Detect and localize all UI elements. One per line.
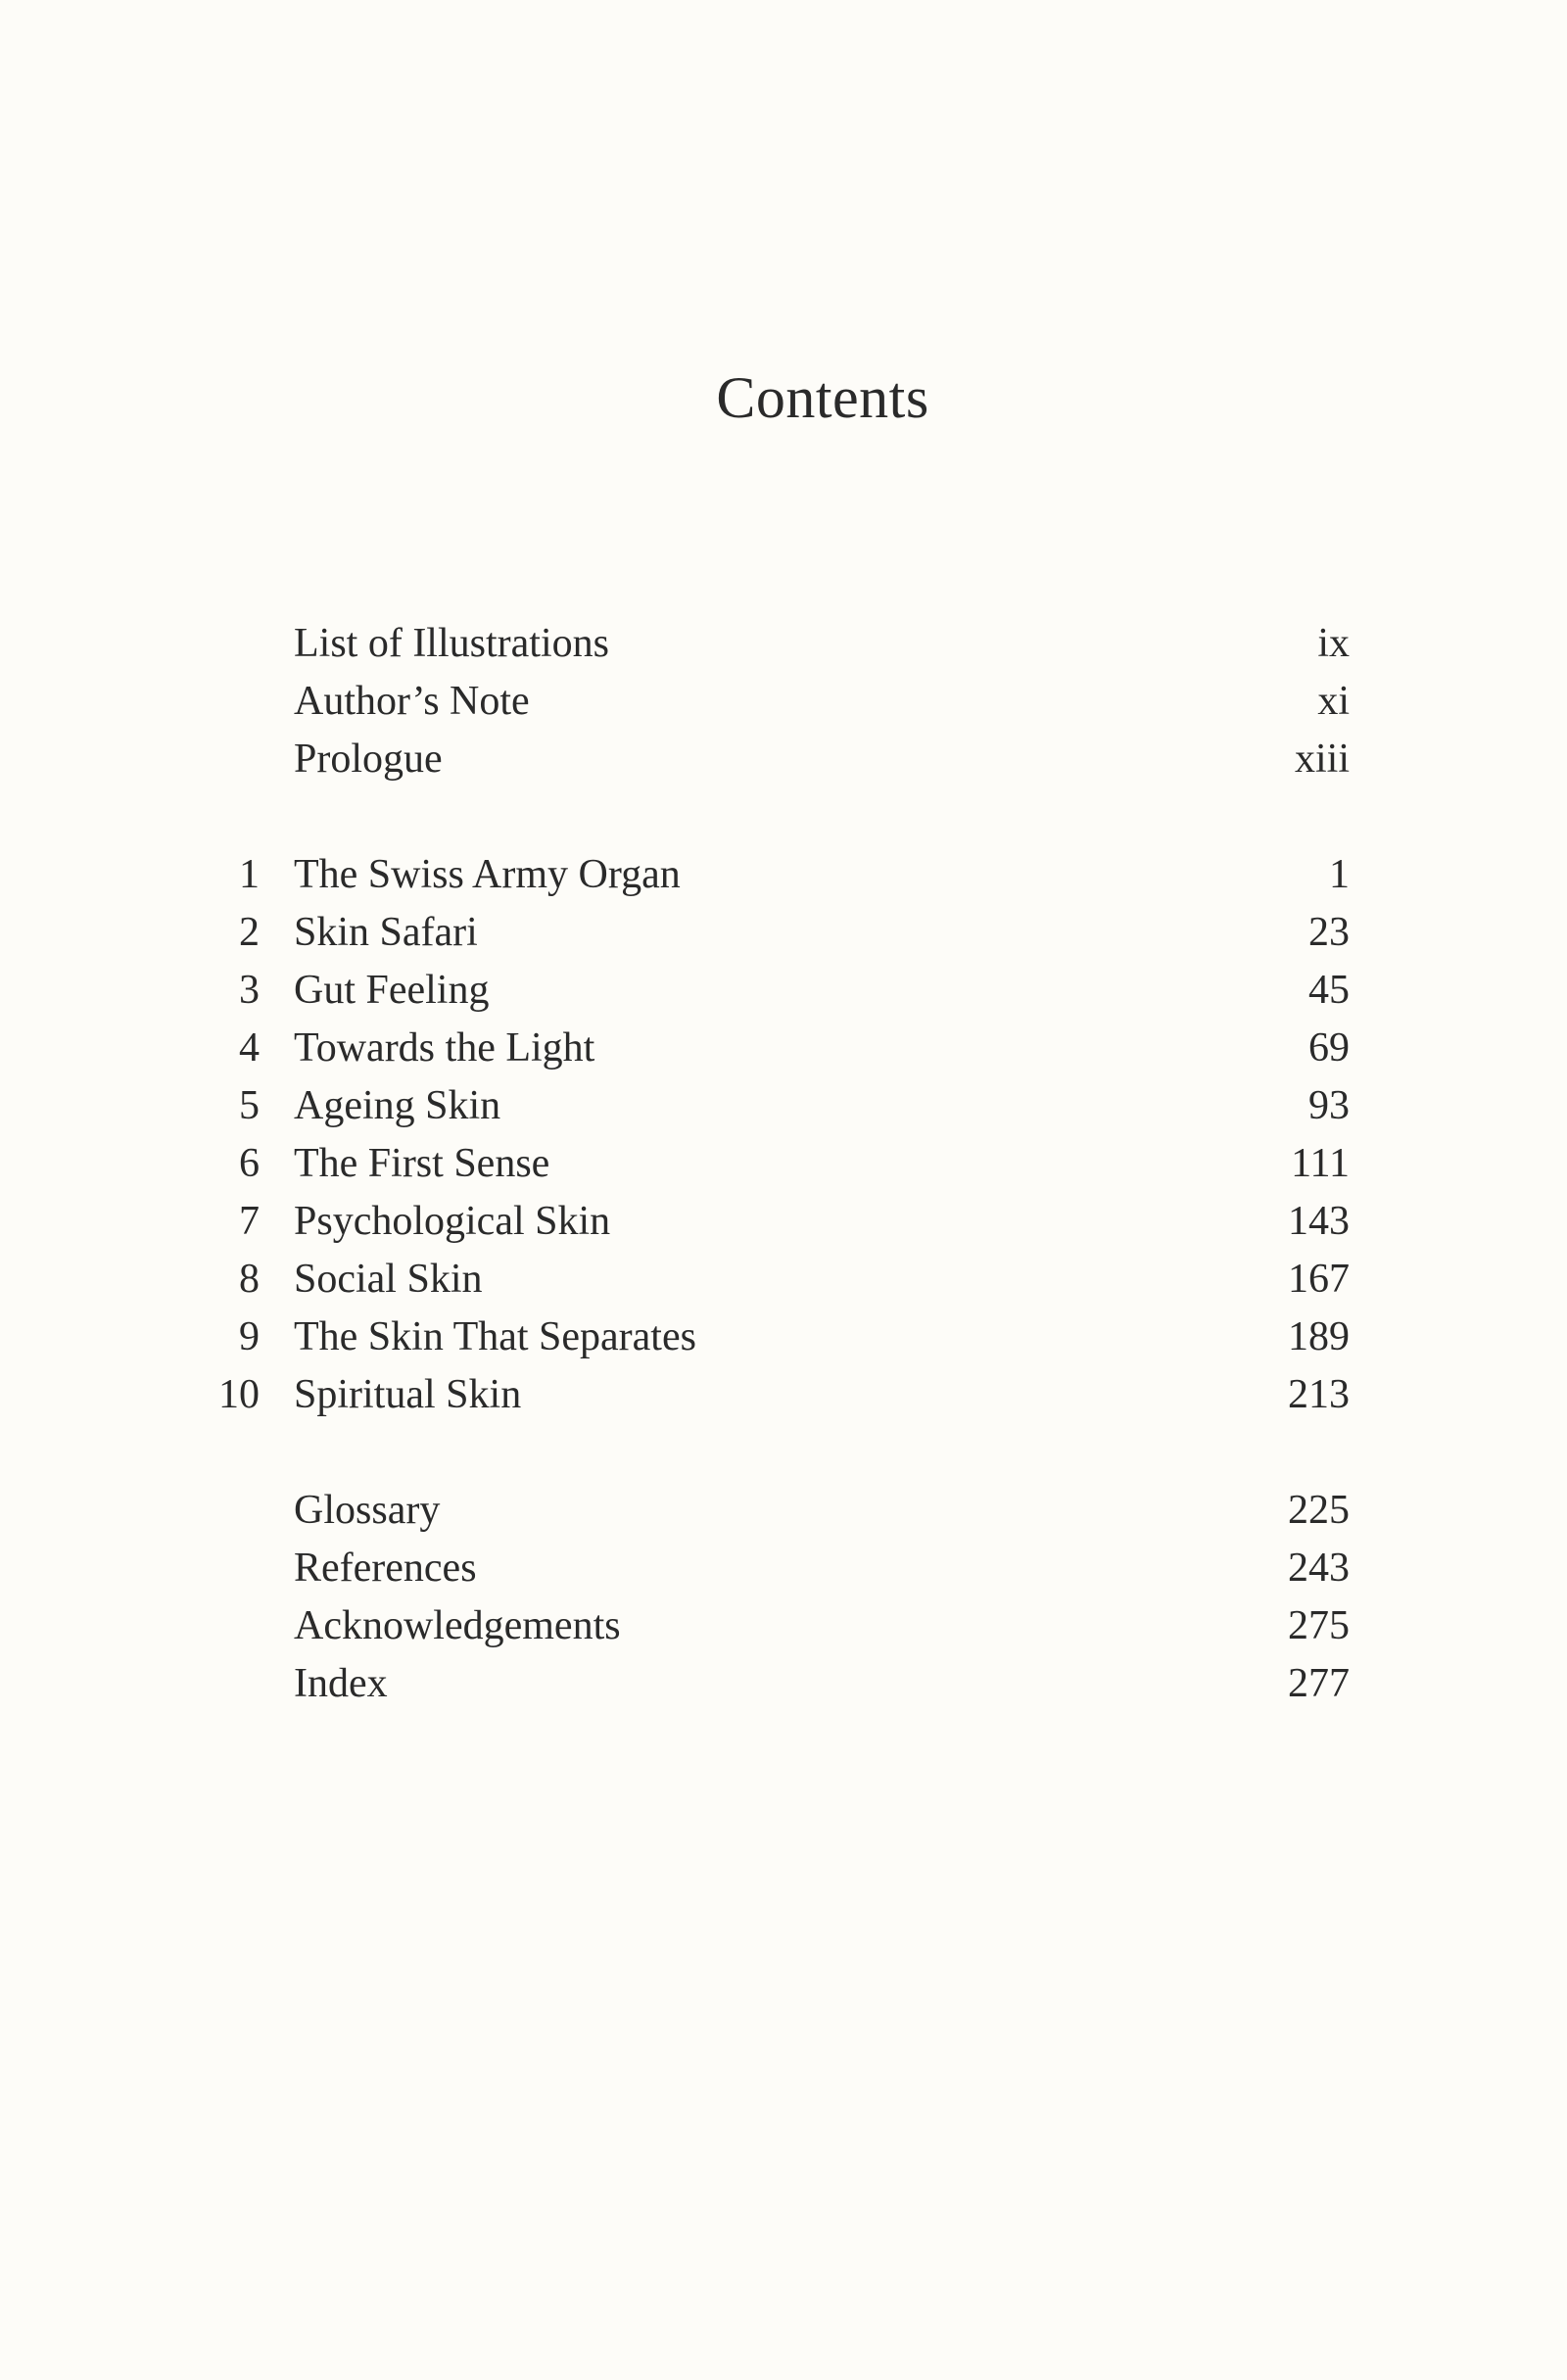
toc-entry-title: Acknowledgements <box>294 1603 621 1648</box>
toc-chapter-entry[interactable] <box>0 1309 1567 1366</box>
toc-entry-page: xiii <box>1294 737 1350 782</box>
toc-chapter-entry[interactable] <box>0 1366 1567 1424</box>
toc-chapter-entry[interactable] <box>0 1251 1567 1309</box>
chapter-number: 1 <box>239 852 260 897</box>
chapter-number: 5 <box>239 1083 260 1128</box>
page-title: Contents <box>716 365 929 430</box>
toc-entry-title: References <box>294 1546 477 1591</box>
chapter-title: Ageing Skin <box>294 1083 501 1128</box>
chapter-page: 93 <box>1308 1083 1350 1128</box>
chapter-title: The Swiss Army Organ <box>294 852 681 897</box>
chapter-page: 1 <box>1329 852 1350 897</box>
chapter-title: Gut Feeling <box>294 968 490 1013</box>
toc-entry[interactable] <box>0 615 1567 673</box>
chapter-page: 45 <box>1308 968 1350 1013</box>
toc-entry[interactable] <box>0 673 1567 731</box>
chapter-page: 23 <box>1308 910 1350 955</box>
toc-entry-title: Author’s Note <box>294 679 530 724</box>
toc-chapter-entry[interactable] <box>0 1193 1567 1251</box>
toc-entry-page: ix <box>1317 621 1350 666</box>
chapter-number: 4 <box>239 1025 260 1071</box>
toc-entry[interactable] <box>0 1655 1567 1713</box>
chapter-page: 213 <box>1288 1372 1350 1417</box>
toc-entry-title: Index <box>294 1661 388 1706</box>
toc-entry-page: 243 <box>1288 1546 1350 1591</box>
chapter-title: The First Sense <box>294 1141 550 1186</box>
toc-entry-page: 277 <box>1288 1661 1350 1706</box>
chapter-number: 9 <box>239 1314 260 1359</box>
chapter-number: 2 <box>239 910 260 955</box>
toc-chapter-entry[interactable] <box>0 904 1567 962</box>
toc-entry-title: List of Illustrations <box>294 621 609 666</box>
chapter-number: 8 <box>239 1257 260 1302</box>
chapter-title: Towards the Light <box>294 1025 595 1071</box>
toc-entry-title: Prologue <box>294 737 443 782</box>
chapter-number: 3 <box>239 968 260 1013</box>
toc-entry[interactable] <box>0 731 1567 788</box>
toc-entry-page: 225 <box>1288 1488 1350 1533</box>
chapter-title: The Skin That Separates <box>294 1314 696 1359</box>
chapter-page: 69 <box>1308 1025 1350 1071</box>
chapter-title: Psychological Skin <box>294 1199 611 1244</box>
chapter-title: Social Skin <box>294 1257 483 1302</box>
toc-chapter-entry[interactable] <box>0 1077 1567 1135</box>
toc-entry-page: xi <box>1317 679 1350 724</box>
chapter-title: Spiritual Skin <box>294 1372 522 1417</box>
toc-chapter-entry[interactable] <box>0 1135 1567 1193</box>
toc-entry-title: Glossary <box>294 1488 441 1533</box>
toc-chapter-entry[interactable] <box>0 1020 1567 1077</box>
toc-entry[interactable] <box>0 1482 1567 1540</box>
chapter-title: Skin Safari <box>294 910 478 955</box>
chapter-page: 167 <box>1288 1257 1350 1302</box>
toc-chapter-entry[interactable] <box>0 962 1567 1020</box>
chapter-number: 7 <box>239 1199 260 1244</box>
toc-entry[interactable] <box>0 1597 1567 1655</box>
toc-entry[interactable] <box>0 1540 1567 1597</box>
chapter-page: 111 <box>1291 1141 1350 1186</box>
chapter-page: 143 <box>1288 1199 1350 1244</box>
toc-chapter-entry[interactable] <box>0 846 1567 904</box>
toc-entry-page: 275 <box>1288 1603 1350 1648</box>
chapter-number: 6 <box>239 1141 260 1186</box>
chapter-number: 10 <box>218 1372 260 1417</box>
chapter-page: 189 <box>1288 1314 1350 1359</box>
